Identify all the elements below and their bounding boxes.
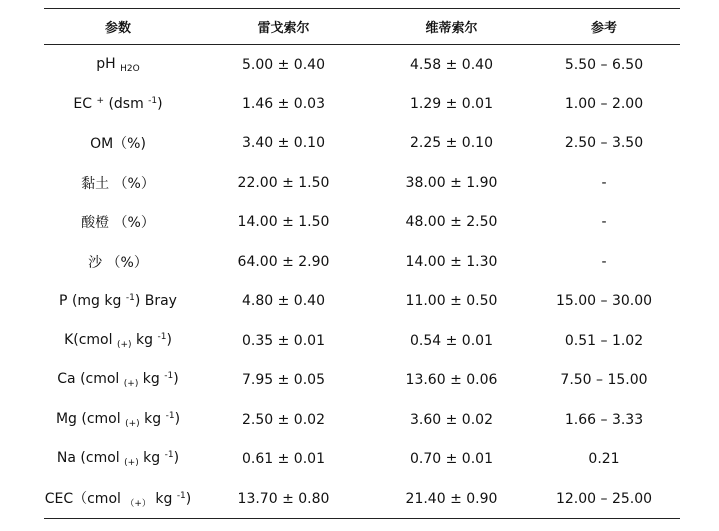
table-row (44, 282, 680, 322)
param-sub: (+) (124, 458, 139, 469)
param-unit-post: ) (157, 95, 163, 112)
param-sub: (+) (116, 339, 132, 350)
table-row (44, 440, 680, 480)
param-mid: kg (138, 371, 160, 388)
site2-cell: 4.58 ± 0.40 (410, 56, 493, 73)
site1-cell: 14.00 ± 1.50 (237, 214, 330, 231)
header-param: 参数 (44, 9, 192, 45)
param-sup: -1 (164, 450, 174, 461)
site1-cell: 2.50 ± 0.02 (242, 411, 325, 428)
param-post: ) (185, 491, 192, 507)
ref-cell: - (601, 214, 607, 231)
table-body (44, 45, 680, 519)
param-pre: Mg (cmol (55, 410, 121, 427)
param-unit-pre: (dsm (108, 95, 144, 112)
table-row (44, 400, 680, 440)
param-cell (44, 400, 192, 440)
param-cell: 酸橙 （%） (81, 215, 155, 232)
ref-cell: 2.50 – 3.50 (564, 135, 644, 152)
site1-cell: 22.00 ± 1.50 (237, 174, 330, 191)
param-base: pH (96, 55, 116, 72)
param-cell (44, 45, 192, 85)
header-site2: 维蒂索尔 (375, 9, 528, 45)
param-cell (44, 361, 192, 401)
ref-cell: 1.66 – 3.33 (564, 411, 644, 428)
param-sup: -1 (125, 293, 135, 304)
ref-cell: 0.21 (588, 451, 620, 468)
site2-cell: 48.00 ± 2.50 (405, 214, 498, 231)
param-sub: (+) (123, 379, 139, 390)
site1-cell: 3.40 ± 0.10 (242, 135, 325, 152)
param-mid: kg (138, 450, 161, 467)
ref-cell: 1.00 – 2.00 (564, 95, 644, 112)
param-pre: CEC（cmol (44, 491, 121, 507)
table-row (44, 321, 680, 361)
site1-cell: 1.46 ± 0.03 (242, 95, 325, 112)
param-post: ) (166, 331, 172, 348)
header-ref: 参考 (528, 9, 680, 45)
site1-cell: 7.95 ± 0.05 (242, 372, 325, 389)
site2-cell: 21.40 ± 0.90 (375, 479, 528, 519)
table-row (44, 242, 680, 282)
ref-cell: - (601, 253, 607, 270)
param-cell (44, 440, 192, 480)
table-row (44, 124, 680, 164)
param-sup: -1 (165, 410, 175, 421)
param-pre: P (mg kg (59, 293, 122, 310)
param-pre: Ca (cmol (57, 371, 120, 388)
ref-cell: 12.00 – 25.00 (528, 479, 680, 519)
site1-cell: 4.80 ± 0.40 (242, 293, 325, 310)
table-row (44, 361, 680, 401)
param-sub: （+） (125, 499, 151, 509)
table-row (44, 163, 680, 203)
site2-cell: 1.29 ± 0.01 (410, 95, 493, 112)
ref-cell: 7.50 – 15.00 (560, 372, 648, 389)
site2-cell: 0.70 ± 0.01 (410, 451, 493, 468)
param-cell: 沙 （%） (88, 254, 148, 271)
param-sub: H2O (120, 63, 140, 74)
param-unit-sup: -1 (148, 95, 158, 106)
site2-cell: 38.00 ± 1.90 (405, 174, 498, 191)
param-sup: -1 (157, 331, 167, 342)
site1-cell: 0.35 ± 0.01 (242, 332, 325, 349)
site2-cell: 0.54 ± 0.01 (410, 332, 493, 349)
site2-cell: 13.60 ± 0.06 (405, 372, 498, 389)
param-post: ) (174, 410, 181, 427)
ref-cell: 15.00 – 30.00 (555, 293, 653, 310)
param-cell (44, 84, 192, 124)
param-mid: kg (131, 331, 153, 348)
header-site1: 雷戈索尔 (192, 9, 375, 45)
param-mid: kg (139, 410, 162, 427)
site1-cell: 5.00 ± 0.40 (242, 56, 325, 73)
param-cell: OM（%) (90, 136, 146, 153)
table-row (44, 203, 680, 243)
param-sub: (+) (125, 418, 140, 429)
param-cell: 黏土 （%） (81, 175, 155, 192)
param-cell (44, 479, 192, 519)
param-cell (44, 282, 192, 322)
site1-cell: 0.61 ± 0.01 (242, 451, 325, 468)
param-sup: + (96, 95, 104, 106)
site2-cell: 14.00 ± 1.30 (405, 253, 498, 270)
site2-cell: 11.00 ± 0.50 (405, 293, 498, 310)
param-base: EC (73, 95, 92, 112)
table-row (44, 84, 680, 124)
param-mid: kg (150, 491, 173, 507)
header-row (44, 9, 680, 45)
site2-cell: 2.25 ± 0.10 (410, 135, 493, 152)
site1-cell: 13.70 ± 0.80 (192, 479, 375, 519)
param-sup: -1 (164, 371, 174, 382)
soil-parameters-table (44, 8, 680, 519)
site2-cell: 3.60 ± 0.02 (410, 411, 493, 428)
param-post: ) (173, 450, 180, 467)
table-row (44, 479, 680, 519)
param-cell (44, 321, 192, 361)
param-post: ) (173, 371, 179, 388)
ref-cell: - (601, 174, 607, 191)
param-sup: -1 (176, 491, 186, 501)
param-post: ) Bray (134, 293, 177, 310)
site1-cell: 64.00 ± 2.90 (237, 253, 330, 270)
table-row (44, 45, 680, 85)
table-header (44, 9, 680, 45)
param-pre: Na (cmol (56, 450, 120, 467)
ref-cell: 0.51 – 1.02 (564, 332, 644, 349)
ref-cell: 5.50 – 6.50 (564, 56, 644, 73)
param-pre: K(cmol (64, 331, 113, 348)
